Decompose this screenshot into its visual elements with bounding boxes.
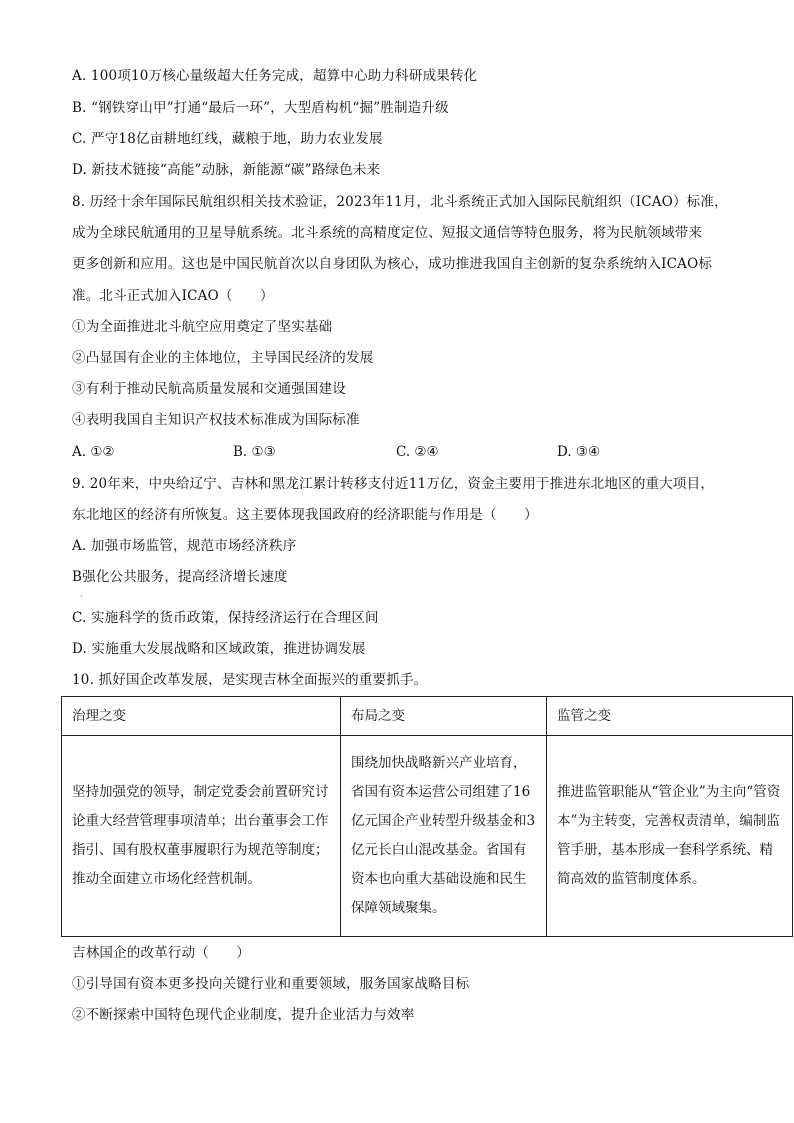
q7-option-d: D. 新技术链接“高能”动脉，新能源“碳”路绿色未来 <box>72 162 381 178</box>
cell-supervision: 推进监管职能从“管企业”为主向“管资本”为主转变，完善权责清单，编制监管手册，基本形成一套科学系统、精简高效的监管制度体系。 <box>547 736 793 937</box>
table-header-row <box>62 697 793 736</box>
cell-governance: 坚持加强党的领导，制定党委会前置研究讨论重大经营管理事项清单；出台董事会工作指引、国有股权董事履职行为规范等制度；推动全面建立市场化经营机制。 <box>62 736 341 937</box>
q9-stem-line: 东北地区的经济有所恢复。这主要体现我国政府的经济职能与作用是（ ） <box>72 507 538 523</box>
q8-statement-3: ③有利于推动民航高质量发展和交通强国建设 <box>72 381 346 397</box>
stray-dot: · <box>80 592 83 601</box>
q10-stem: 10. 抓好国企改革发展，是实现吉林全面振兴的重要抓手。 <box>72 672 428 688</box>
q7-option-a: A. 100项10万核心量级超大任务完成，超算中心助力科研成果转化 <box>72 68 478 84</box>
q8-choice-a: A. ①② <box>72 444 115 460</box>
table-row <box>62 736 793 937</box>
q7-option-b: B. “钢铁穿山甲”打通“最后一环”，大型盾构机“掘”胜制造升级 <box>72 100 449 116</box>
q10-statement-2: ②不断探索中国特色现代企业制度，提升企业活力与效率 <box>72 1007 415 1023</box>
q10-statement-1: ①引导国有资本更多投向关键行业和重要领域，服务国家战略目标 <box>72 976 470 992</box>
q8-choice-d: D. ③④ <box>557 444 601 460</box>
cell-layout: 围绕加快战略新兴产业培育，省国有资本运营公司组建了16亿元国企产业转型升级基金和3亿元长白山混改基金。省国有资本也向重大基础设施和民生保障领域聚集。 <box>341 736 547 937</box>
q8-statement-2: ②凸显国有企业的主体地位，主导国民经济的发展 <box>72 350 374 366</box>
header-governance: 治理之变 <box>62 697 341 736</box>
header-layout: 布局之变 <box>341 697 547 736</box>
q10-question: 吉林国企的改革行动（ ） <box>72 945 251 961</box>
reform-table <box>61 696 793 937</box>
q8-choice-b: B. ①③ <box>233 444 276 460</box>
q8-statement-4: ④表明我国自主知识产权技术标准成为国际标准 <box>72 412 360 428</box>
q9-option-b: B强化公共服务，提高经济增长速度 <box>72 569 288 585</box>
q8-stem-line: 成为全球民航通用的卫星导航系统。北斗系统的高精度定位、短报文通信等特色服务，将为民航领域带来 <box>72 225 703 241</box>
header-supervision: 监管之变 <box>547 697 793 736</box>
q9-option-d: D. 实施重大发展战略和区域政策，推进协调发展 <box>72 641 366 657</box>
q7-option-c: C. 严守18亿亩耕地红线，藏粮于地，助力农业发展 <box>72 131 383 147</box>
q8-stem-line: 更多创新和应用。这也是中国民航首次以自身团队为核心，成功推进我国自主创新的复杂系统纳入ICAO标 <box>72 256 713 272</box>
q9-stem-line: 9. 20年来，中央给辽宁、吉林和黑龙江累计转移支付近11万亿，资金主要用于推进东北地区的重大项目， <box>72 476 715 492</box>
q8-statement-1: ①为全面推进北斗航空应用奠定了坚实基础 <box>72 319 333 335</box>
q9-option-a: A. 加强市场监管，规范市场经济秩序 <box>72 538 297 554</box>
q8-stem-line: 准。北斗正式加入ICAO（ ） <box>72 288 274 304</box>
q8-choice-c: C. ②④ <box>396 444 439 460</box>
q9-option-c: C. 实施科学的货币政策，保持经济运行在合理区间 <box>72 610 379 626</box>
q8-stem-line: 8. 历经十余年国际民航组织相关技术验证，2023年11月，北斗系统正式加入国际民航组织（ICAO）标准， <box>72 194 728 210</box>
